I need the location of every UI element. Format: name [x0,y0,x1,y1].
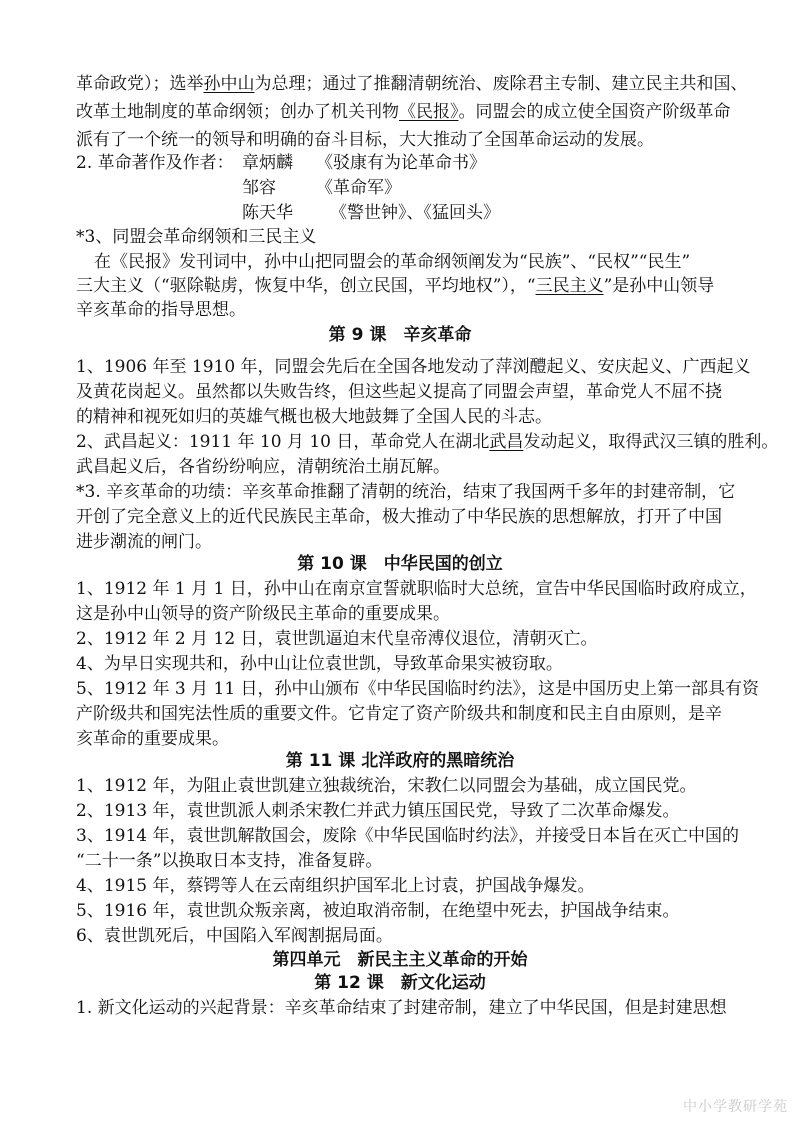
lesson-11-line: “二十一条”以换取日本支持，准备复辟。 [76,851,383,871]
merit-line: *3. 辛亥革命的功绩：辛亥革命推翻了清朝的统治，结束了我国两千多年的封建帝制，它 [76,482,736,502]
lesson-11-line: 1、1912 年，为阻止袁世凯建立独裁统治，宋教仁以同盟会为基础，成立国民党。 [76,776,697,796]
unit-4-title: 第四单元 新民主主义革命的开始 [272,950,528,970]
work-author: 章炳麟 [242,153,293,173]
merit-line: 开创了完全意义上的近代民族民主革命，极大推动了中华民族的思想解放，打开了中国 [76,507,722,527]
lesson-11-line: 2、1913 年，袁世凯派人刺杀宋教仁并武力镇压国民党，导致了二次革命爆发。 [76,801,680,821]
lesson-10-line: 2、1912 年 2 月 12 日，袁世凯逼迫末代皇帝溥仪退位，清朝灭亡。 [76,629,598,649]
underlined-term: 三民主义 [535,276,604,296]
intro-text: 为总理；通过了推翻清朝统治、废除君主专制、建立民主共和国、 [254,74,748,94]
lesson-10-line: 1、1912 年 1 月 1 日，孙中山在南京宣誓就职临时大总统，宣告中华民国临时政府成立， [76,579,757,599]
watermark: 中小学教研学苑 [683,1099,788,1115]
intro-line-2 [76,100,736,124]
lesson-10-line: 5、1912 年 3 月 11 日，孙中山颁布《中华民国临时约法》，这是中国历史上第一部具有资 [76,679,760,699]
underlined-term: 孙中山 [203,74,255,94]
lesson-9-line: 的精神和视死如归的英雄气概也极大地鼓舞了全国人民的斗志。 [76,407,552,427]
lesson-9-line: 1、1906 年至 1910 年，同盟会先后在全国各地发动了萍浏醴起义、安庆起义、广西起义 [76,357,751,377]
lesson-9-line: 及黄花岗起义。虽然都以失败告终，但这些起义提高了同盟会声望，革命党人不屈不挠 [76,382,722,402]
intro-text: 改革土地制度的革命纲领；创办了机关刊物 [76,102,399,122]
lesson-9-title: 第 9 课 辛亥革命 [328,325,472,345]
lesson-11-title: 第 11 课 北洋政府的黑暗统治 [285,751,515,771]
principles-heading: *3、同盟会革命纲领和三民主义 [76,227,317,247]
merit-line: 进步潮流的闸门。 [76,532,212,552]
wuchang-line-2: 武昌起义后，各省纷纷响应，清朝统治土崩瓦解。 [76,457,450,477]
lesson-9-text: 2、武昌起义：1911 年 10 月 10 日，革命党人在湖北 [76,432,490,452]
lesson-11-line: 3、1914 年，袁世凯解散国会，废除《中华民国临时约法》，并接受日本旨在灭亡中国的 [76,826,739,846]
lesson-10-title: 第 10 课 中华民国的创立 [297,554,503,574]
work-author: 陈天华 [242,203,293,223]
intro-text: 。同盟会的成立使全国资产阶级革命 [458,102,731,122]
lesson-11-line: 4、1915 年，蔡锷等人在云南组织护国军北上讨袁，护国战争爆发。 [76,876,595,896]
intro-line-3: 派有了一个统一的领导和明确的奋斗目标，大大推动了全国革命运动的发展。 [76,130,654,150]
lesson-12-title: 第 12 课 新文化运动 [314,973,486,993]
underlined-term: 《民报》 [399,102,459,122]
lesson-10-line: 4、为早日实现共和，孙中山让位袁世凯，导致革命果实被窃取。 [76,654,563,674]
principles-line-1: 在《民报》发刊词中，孙中山把同盟会的革命纲领阐发为“民族”、“民权”“民生” [94,252,691,272]
works-label: 2. 革命著作及作者： [76,153,234,173]
intro-text: 革命政党）；选举 [76,74,204,94]
lesson-11-line: 5、1916 年，袁世凯众叛亲离，被迫取消帝制，在绝望中死去，护国战争结束。 [76,901,680,921]
lesson-10-line: 这是孙中山领导的资产阶级民主革命的重要成果。 [76,604,450,624]
lesson-9-text: 发动起义，取得武汉三镇的胜利。 [523,432,779,452]
intro-line-1 [76,72,748,96]
lesson-11-line: 6、袁世凯死后，中国陷入军阀割据局面。 [76,926,393,946]
wuchang-line-1 [76,430,779,454]
work-author: 邹容 [242,178,276,198]
underlined-term: 武昌 [489,432,524,452]
lesson-10-line: 亥革命的重要成果。 [76,729,229,749]
principles-text: ”是孙中山领导 [603,276,715,296]
work-title: 《警世钟》、《猛回头》 [330,203,500,223]
principles-line-3: 辛亥革命的指导思想。 [76,300,246,320]
principles-text: 三大主义（“驱除鞑虏，恢复中华，创立民国，平均地权”），“ [76,276,536,296]
principles-line-2 [76,274,736,298]
work-title: 《革命军》 [316,178,401,198]
lesson-12-line: 1. 新文化运动的兴起背景：辛亥革命结束了封建帝制，建立了中华民国，但是封建思想 [76,998,727,1018]
work-title: 《驳康有为论革命书》 [316,153,486,173]
lesson-10-line: 产阶级共和国宪法性质的重要文件。它肯定了资产阶级共和制度和民主自由原则，是辛 [76,704,722,724]
